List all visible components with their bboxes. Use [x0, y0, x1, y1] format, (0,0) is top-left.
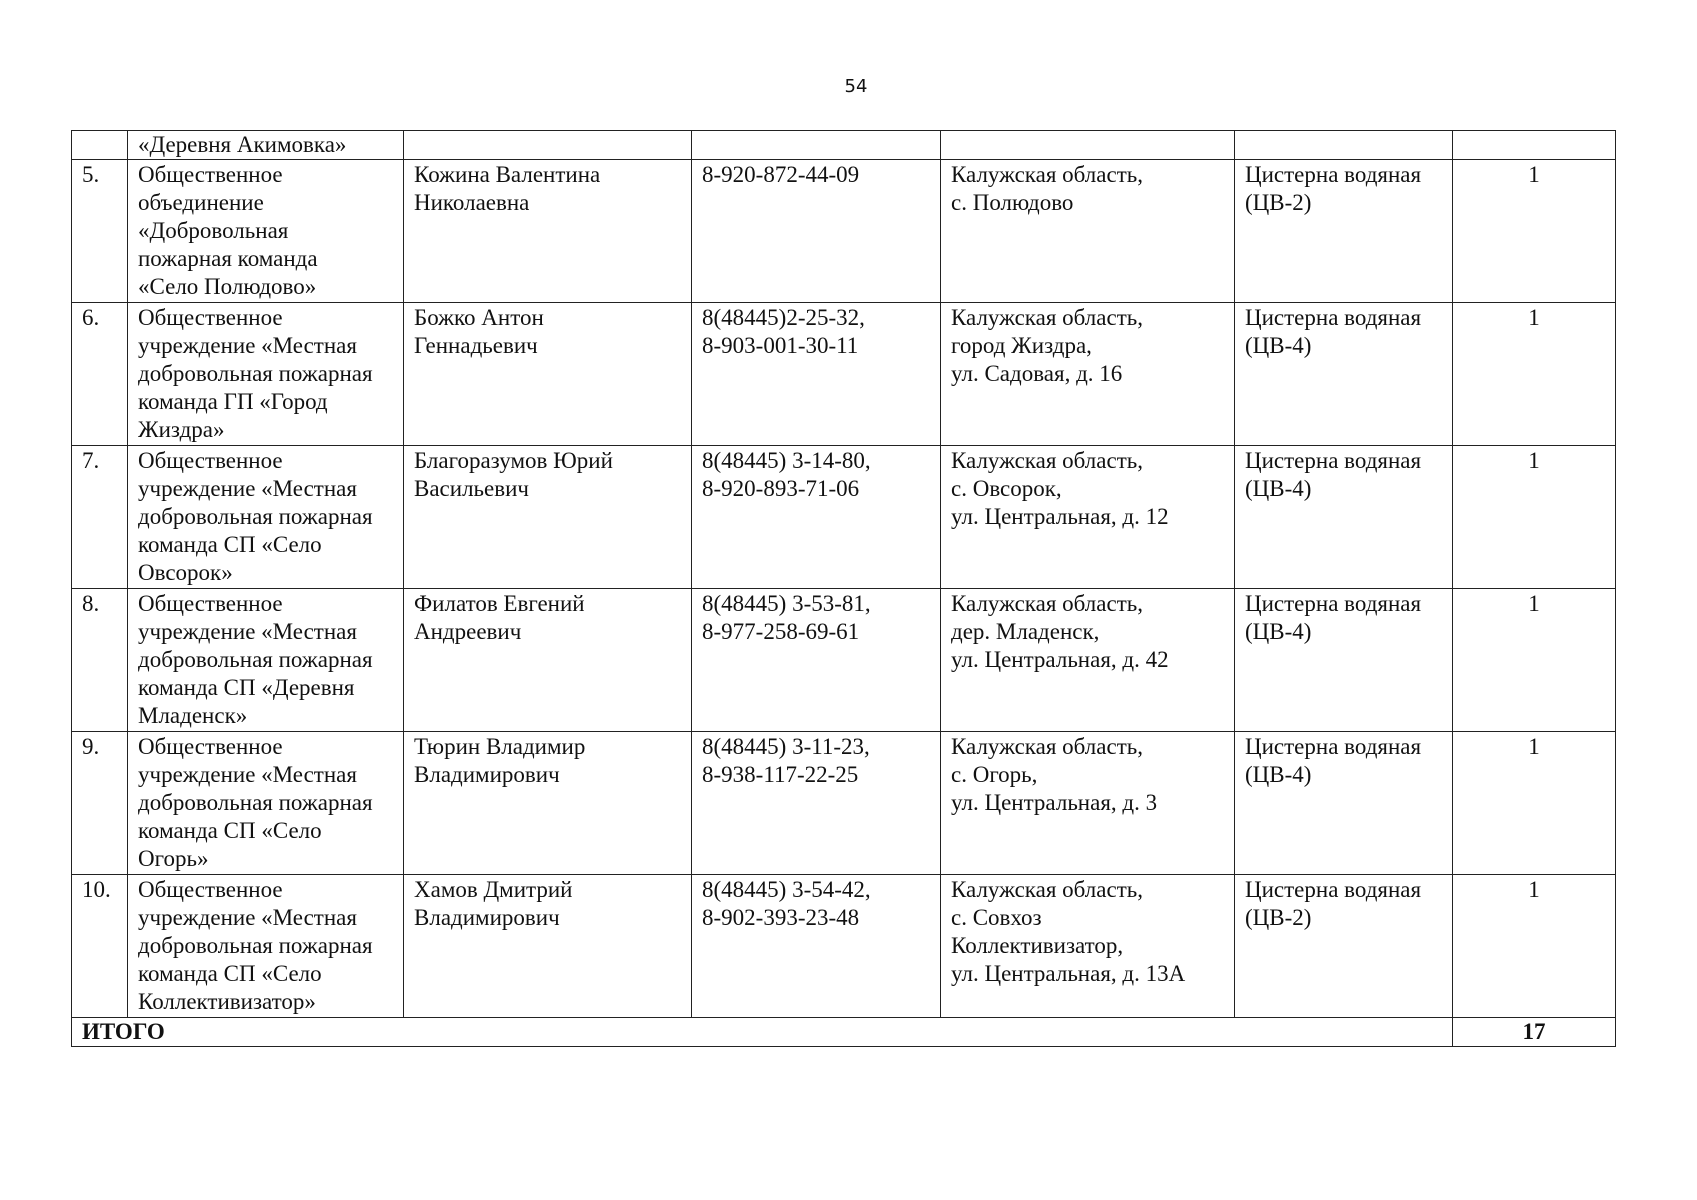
total-row [72, 1018, 1616, 1047]
cell-num [72, 131, 128, 160]
cell-qty: 1 [1453, 589, 1616, 732]
cell-num: 9. [72, 732, 128, 875]
table-row [72, 303, 1616, 446]
cell-org: «Деревня Акимовка» [128, 131, 404, 160]
fire-brigade-table [71, 130, 1616, 1047]
table-row [72, 160, 1616, 303]
cell-vehicle: Цистерна водяная (ЦВ-2) [1235, 875, 1453, 1018]
cell-head: Божко Антон Геннадьевич [404, 303, 692, 446]
cell-org: Общественное учреждение «Местная добровольная пожарная команда СП «Село Коллективизатор» [128, 875, 404, 1018]
cell-address: Калужская область, с. Совхоз Коллективизатор, ул. Центральная, д. 13А [941, 875, 1235, 1018]
cell-head: Хамов Дмитрий Владимирович [404, 875, 692, 1018]
table-row [72, 446, 1616, 589]
cell-qty: 1 [1453, 446, 1616, 589]
page-number: 54 [844, 76, 868, 97]
cell-phone: 8(48445) 3-54-42, 8-902-393-23-48 [692, 875, 941, 1018]
cell-address: Калужская область, дер. Младенск, ул. Центральная, д. 42 [941, 589, 1235, 732]
cell-org: Общественное учреждение «Местная добровольная пожарная команда СП «Село Огорь» [128, 732, 404, 875]
cell-address: Калужская область, город Жиздра, ул. Садовая, д. 16 [941, 303, 1235, 446]
cell-org: Общественное учреждение «Местная добровольная пожарная команда ГП «Город Жиздра» [128, 303, 404, 446]
total-label: ИТОГО [72, 1018, 1453, 1047]
cell-num: 7. [72, 446, 128, 589]
cell-phone [692, 131, 941, 160]
cell-vehicle: Цистерна водяная (ЦВ-2) [1235, 160, 1453, 303]
cell-qty [1453, 131, 1616, 160]
cell-vehicle: Цистерна водяная (ЦВ-4) [1235, 303, 1453, 446]
cell-address: Калужская область, с. Овсорок, ул. Центральная, д. 12 [941, 446, 1235, 589]
cell-head: Тюрин Владимир Владимирович [404, 732, 692, 875]
cell-qty: 1 [1453, 160, 1616, 303]
cell-vehicle: Цистерна водяная (ЦВ-4) [1235, 589, 1453, 732]
table-row [72, 875, 1616, 1018]
total-value: 17 [1453, 1018, 1616, 1047]
cell-phone: 8(48445)2-25-32, 8-903-001-30-11 [692, 303, 941, 446]
cell-head [404, 131, 692, 160]
cell-num: 8. [72, 589, 128, 732]
cell-head: Филатов Евгений Андреевич [404, 589, 692, 732]
cell-phone: 8(48445) 3-11-23, 8-938-117-22-25 [692, 732, 941, 875]
cell-head: Кожина Валентина Николаевна [404, 160, 692, 303]
cell-phone: 8-920-872-44-09 [692, 160, 941, 303]
table-row [72, 732, 1616, 875]
cell-phone: 8(48445) 3-53-81, 8-977-258-69-61 [692, 589, 941, 732]
cell-num: 5. [72, 160, 128, 303]
cell-org: Общественное учреждение «Местная добровольная пожарная команда СП «Деревня Младенск» [128, 589, 404, 732]
cell-address [941, 131, 1235, 160]
cell-address: Калужская область, с. Огорь, ул. Центральная, д. 3 [941, 732, 1235, 875]
cell-vehicle [1235, 131, 1453, 160]
cell-head: Благоразумов Юрий Васильевич [404, 446, 692, 589]
cell-num: 10. [72, 875, 128, 1018]
cell-vehicle: Цистерна водяная (ЦВ-4) [1235, 446, 1453, 589]
cell-address: Калужская область, с. Полюдово [941, 160, 1235, 303]
cell-vehicle: Цистерна водяная (ЦВ-4) [1235, 732, 1453, 875]
cell-org: Общественное учреждение «Местная добровольная пожарная команда СП «Село Овсорок» [128, 446, 404, 589]
cell-qty: 1 [1453, 303, 1616, 446]
cell-qty: 1 [1453, 732, 1616, 875]
cell-num: 6. [72, 303, 128, 446]
cell-qty: 1 [1453, 875, 1616, 1018]
cell-org: Общественное объединение «Добровольная пожарная команда «Село Полюдово» [128, 160, 404, 303]
table-row [72, 589, 1616, 732]
continuation-row [72, 131, 1616, 160]
cell-phone: 8(48445) 3-14-80, 8-920-893-71-06 [692, 446, 941, 589]
